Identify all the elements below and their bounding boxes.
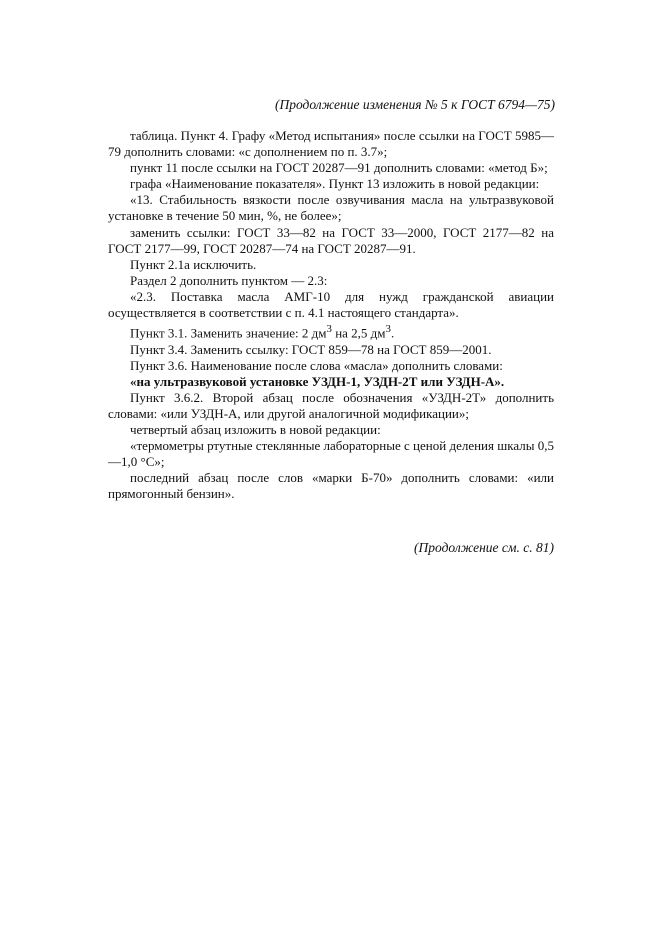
paragraph-9-sup-1: 3 [326,323,332,336]
paragraph-1: таблица. Пункт 4. Графу «Метод испытания» после ссылки на ГОСТ 5985—79 дополнить словами: «с дополнением по п. 3.7»; [108,128,554,160]
paragraph-16: последний абзац после слов «марки Б-70» дополнить словами: «или прямогонный бензин». [108,470,554,502]
page-header: (Продолжение изменения № 5 к ГОСТ 6794—75) [274,97,555,112]
paragraph-4: «13. Стабильность вязкости после озвучивания масла на ультразвуковой установке в течение 50 мин, %, не более»; [108,192,554,224]
paragraph-9 [108,321,554,341]
paragraph-8: «2.3. Поставка масла АМГ-10 для нужд гражданской авиации осуществляется в соответствии с п. 4.1 настоящего стандарта». [108,288,554,321]
paragraph-13: Пункт 3.6.2. Второй абзац после обозначения «УЗДН-2Т» дополнить словами: «или УЗДН-А, или другой аналогичной модификации»; [108,389,554,421]
paragraph-3: графа «Наименование показателя». Пункт 13 изложить в новой редакции: [130,176,540,192]
paragraph-2: пункт 11 после ссылки на ГОСТ 20287—91 дополнить словами: «метод Б»; [130,160,548,176]
paragraph-12-bold: «на ультразвуковой установке УЗДН-1, УЗДН-2Т или УЗДН-А». [130,373,505,389]
paragraph-5: заменить ссылки: ГОСТ 33—82 на ГОСТ 33—2000, ГОСТ 2177—82 на ГОСТ 2177—99, ГОСТ 20287—74 на ГОСТ 20287—91. [108,224,554,256]
paragraph-10: Пункт 3.4. Заменить ссылку: ГОСТ 859—78 на ГОСТ 859—2001. [130,341,492,357]
paragraph-6: Пункт 2.1а исключить. [130,256,257,272]
paragraph-14: четвертый абзац изложить в новой редакции: [130,422,381,438]
page-footer: (Продолжение см. с. 81) [414,540,554,555]
paragraph-9-end: . [390,325,395,341]
paragraph-7: Раздел 2 дополнить пунктом — 2.3: [130,272,328,288]
paragraph-11: Пункт 3.6. Наименование после слова «масла» дополнить словами: [130,357,503,373]
paragraph-9-mid: на 2,5 дм [331,325,386,341]
paragraph-9-sup-2: 3 [385,323,391,336]
paragraph-15: «термометры ртутные стеклянные лабораторные с ценой деления шкалы 0,5—1,0 °С»; [108,438,554,470]
document-body [108,128,554,502]
paragraph-9-text: Пункт 3.1. Заменить значение: 2 дм [130,325,327,341]
